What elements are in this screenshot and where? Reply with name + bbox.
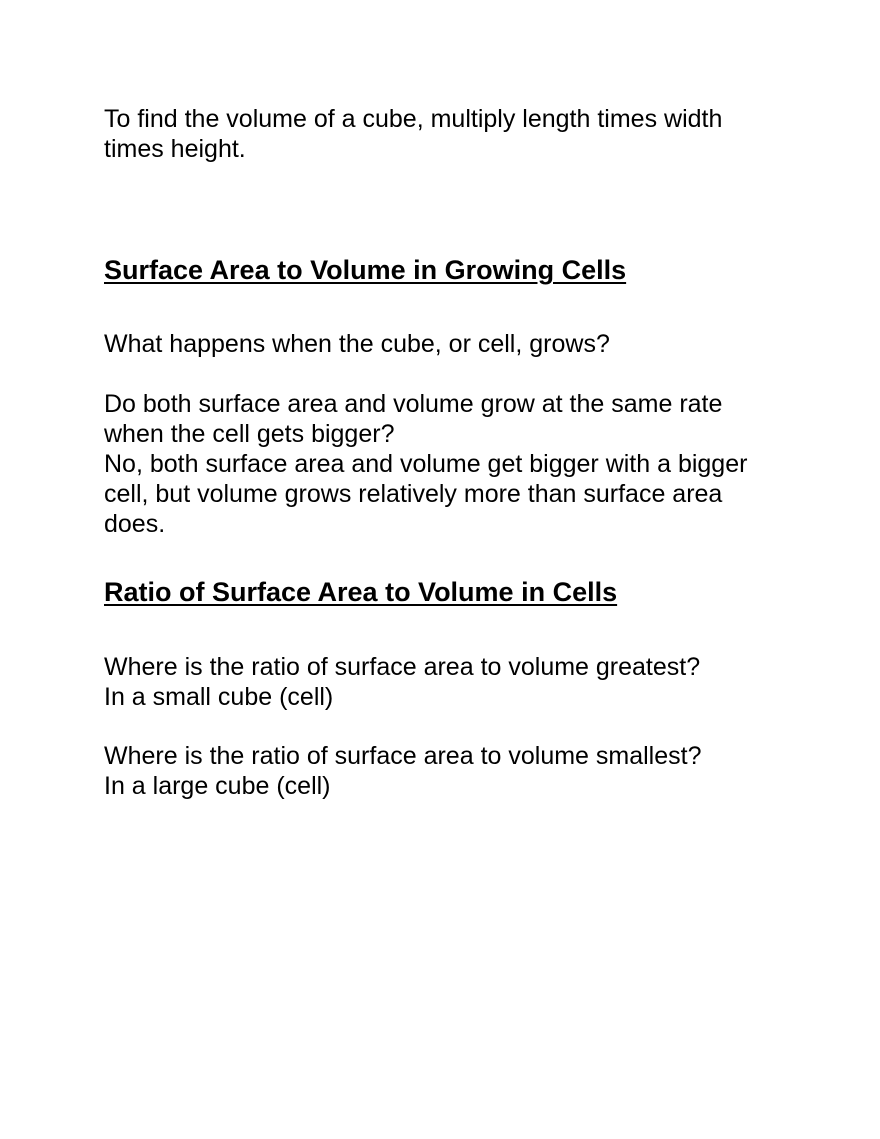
section-heading-growing-cells: Surface Area to Volume in Growing Cells: [104, 255, 627, 285]
answer-ratio-smallest: In a large cube (cell): [104, 772, 331, 800]
answer-ratio-greatest: In a small cube (cell): [104, 683, 334, 711]
question-growth: What happens when the cube, or cell, grows?: [104, 330, 610, 358]
question-ratio-greatest: Where is the ratio of surface area to volume greatest?: [104, 653, 701, 681]
answer-same-rate: No, both surface area and volume get bigger with a bigger cell, but volume grows relatively more than surface area does.: [104, 450, 748, 538]
question-ratio-smallest: Where is the ratio of surface area to volume smallest?: [104, 742, 702, 770]
intro-paragraph: To find the volume of a cube, multiply length times width times height.: [104, 105, 723, 163]
question-same-rate: Do both surface area and volume grow at the same rate when the cell gets bigger?: [104, 390, 723, 448]
section-heading-ratio: Ratio of Surface Area to Volume in Cells: [104, 577, 618, 607]
